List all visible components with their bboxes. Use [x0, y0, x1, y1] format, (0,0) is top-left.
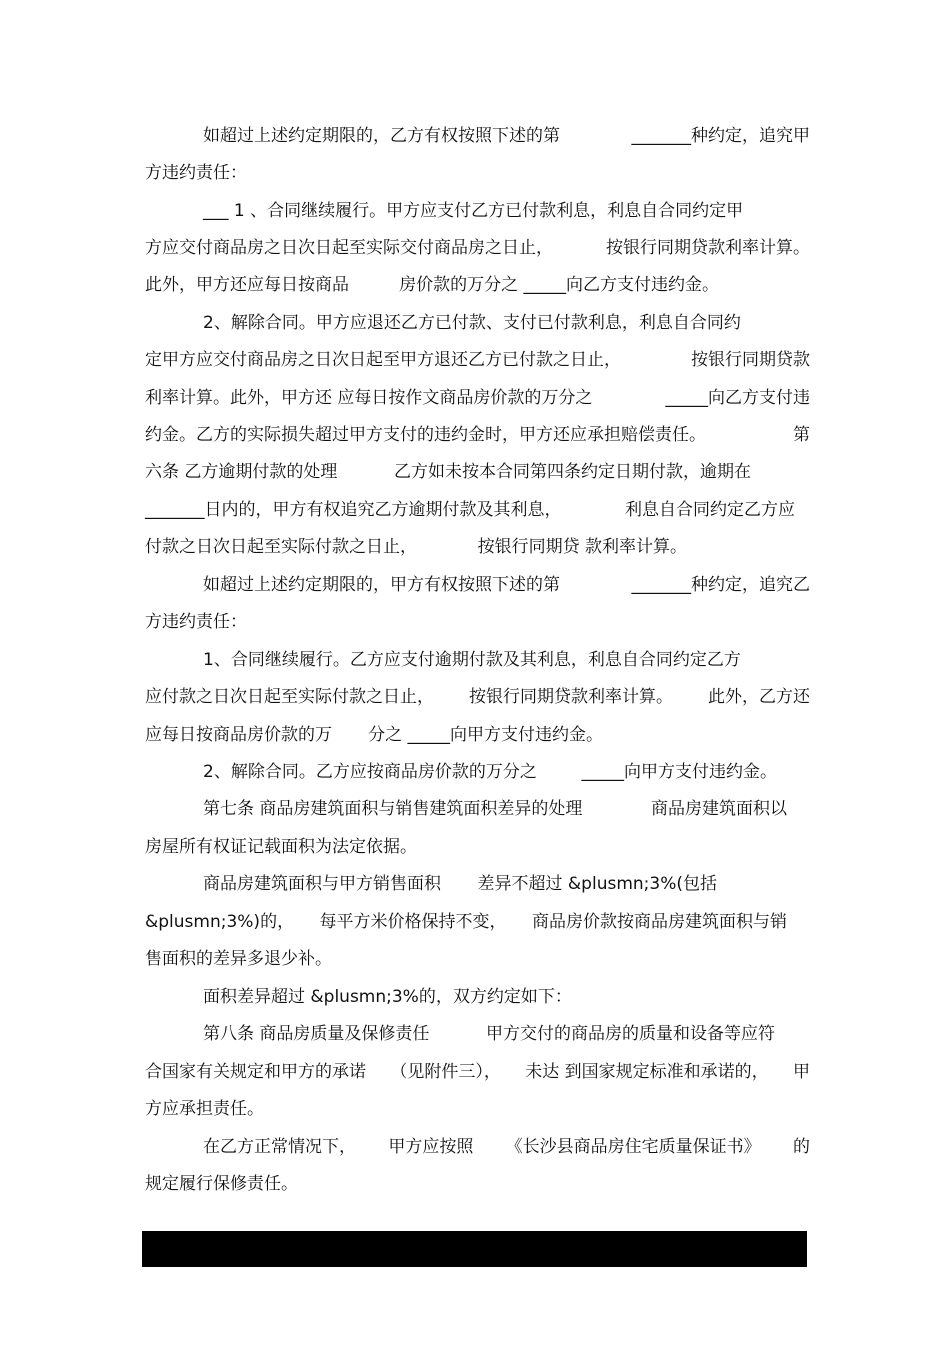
text-segment: 第七条 商品房建筑面积与销售建筑面积差异的处理	[203, 799, 583, 819]
text-segment: 利息自合同约定乙方应	[625, 500, 795, 520]
text-line	[145, 274, 719, 296]
text-line	[145, 611, 810, 633]
text-segment: 按银行同期贷 款利率计算。	[477, 537, 687, 557]
text-segment: 商品房建筑面积与甲方销售面积	[203, 874, 441, 894]
text-segment: _____向乙方支付违	[665, 388, 810, 408]
text-line	[145, 911, 787, 933]
text-segment: 房屋所有权证记载面积为法定依据。	[145, 837, 417, 857]
text-segment: 此外，乙方还	[708, 687, 810, 707]
text-line	[145, 724, 603, 746]
text-line	[203, 649, 810, 671]
text-segment: 按银行同期贷款利率计算。	[469, 687, 673, 707]
text-segment: _______种约定，追究乙	[631, 575, 810, 595]
text-line	[145, 499, 795, 521]
text-segment: 方违约责任：	[145, 612, 247, 632]
text-line	[203, 1136, 810, 1158]
text-segment: 方应交付商品房之日次日起至实际交付商品房之日止，	[145, 238, 553, 258]
text-segment: 1、合同继续履行。乙方应支付逾期付款及其利息，利息自合同约定乙方	[203, 650, 741, 670]
text-segment: 规定履行保修责任。	[145, 1174, 298, 1194]
text-segment: 第八条 商品房质量及保修责任	[203, 1024, 430, 1044]
text-segment: 乙方如未按本合同第四条约定日期付款，逾期在	[394, 462, 751, 482]
text-segment: 《长沙县商品房住宅质量保证书》	[505, 1137, 761, 1157]
text-line	[203, 798, 787, 820]
text-segment: 商品房价款按商品房建筑面积与销	[531, 912, 787, 932]
text-segment: 第	[793, 425, 810, 445]
text-segment: 应每日按商品房价款的万	[145, 725, 332, 745]
text-line	[145, 836, 810, 858]
text-line	[145, 1061, 810, 1083]
text-line	[203, 125, 810, 147]
text-segment: 2、解除合同。乙方应按商品房价款的万分之	[203, 762, 537, 782]
text-segment: _____向甲方支付违约金。	[581, 762, 777, 782]
text-segment: 售面积的差异多退少补。	[145, 949, 332, 969]
text-segment: 差异不超过 &plusmn;3%(包括	[477, 874, 717, 894]
text-segment: 的	[792, 1137, 810, 1157]
text-segment: 此外，甲方还应每日按商品	[145, 275, 349, 295]
text-line	[145, 387, 810, 409]
text-line	[145, 349, 810, 371]
text-segment: 方违约责任：	[145, 163, 247, 183]
text-segment: 方应承担责任。	[145, 1099, 264, 1119]
text-segment: 商品房建筑面积以	[651, 799, 787, 819]
text-segment: _______种约定，追究甲	[631, 126, 810, 146]
text-line	[203, 873, 717, 895]
text-line	[203, 761, 777, 783]
text-line	[145, 424, 810, 446]
text-segment: 利率计算。此外，甲方还 应每日按作文商品房价款的万分之	[145, 388, 593, 408]
text-line	[145, 948, 810, 970]
text-line	[145, 1173, 810, 1195]
text-line	[203, 986, 810, 1008]
text-segment: _______日内的，甲方有权追究乙方逾期付款及其利息，	[145, 500, 562, 520]
footer-black-bar	[142, 1231, 807, 1267]
text-line	[203, 1023, 775, 1045]
text-segment: 在乙方正常情况下，	[203, 1137, 356, 1157]
text-segment: 应付款之日次日起至实际付款之日止，	[145, 687, 434, 707]
text-line	[145, 162, 810, 184]
text-line	[145, 1098, 810, 1120]
text-segment: &plusmn;3%)的，	[145, 912, 295, 932]
text-segment: ___ 1 、合同继续履行。甲方应支付乙方已付款利息，利息自合同约定甲	[203, 201, 744, 221]
text-segment: 六条 乙方逾期付款的处理	[145, 462, 338, 482]
text-line	[145, 237, 810, 259]
text-segment: 如超过上述约定期限的，乙方有权按照下述的第	[203, 126, 560, 146]
text-line	[145, 536, 687, 558]
text-segment: 分之 _____向甲方支付违约金。	[368, 725, 603, 745]
text-segment: 每平方米价格保持不变，	[319, 912, 507, 932]
text-segment: 甲	[792, 1062, 810, 1082]
text-segment: 定甲方应交付商品房之日次日起至甲方退还乙方已付款之日止，	[145, 350, 621, 370]
text-segment: 如超过上述约定期限的，甲方有权按照下述的第	[203, 575, 560, 595]
text-segment: 房价款的万分之 _____向乙方支付违约金。	[399, 275, 719, 295]
text-line	[145, 461, 751, 483]
text-segment: 甲方交付的商品房的质量和设备等应符	[486, 1024, 775, 1044]
text-segment: 付款之日次日起至实际付款之日止，	[145, 537, 417, 557]
text-line	[145, 686, 810, 708]
text-segment: 未达 到国家规定标准和承诺的，	[525, 1062, 769, 1082]
text-line	[203, 574, 810, 596]
text-line	[203, 200, 810, 222]
text-segment: 按银行同期贷款利率计算。	[606, 238, 810, 258]
text-segment: 按银行同期贷款	[691, 350, 810, 370]
text-line	[203, 312, 810, 334]
text-segment: 面积差异超过 &plusmn;3%的，双方约定如下：	[203, 987, 572, 1007]
text-segment: （见附件三），	[390, 1062, 501, 1082]
text-segment: 甲方应按照	[388, 1137, 474, 1157]
text-segment: 合国家有关规定和甲方的承诺	[145, 1062, 366, 1082]
text-segment: 约金。乙方的实际损失超过甲方支付的违约金时，甲方还应承担赔偿责任。	[145, 425, 706, 445]
text-segment: 2、解除合同。甲方应退还乙方已付款、支付已付款利息，利息自合同约	[203, 313, 741, 333]
